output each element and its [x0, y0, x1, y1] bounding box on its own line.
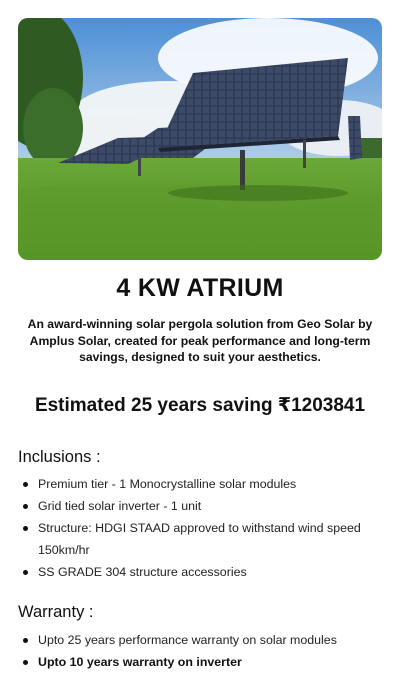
warranty-heading: Warranty : [18, 603, 94, 621]
solar-panel-photo-icon [18, 18, 382, 260]
inclusions-heading: Inclusions : [18, 448, 101, 466]
estimated-saving: Estimated 25 years saving ₹1203841 [34, 395, 366, 416]
inclusions-list [18, 473, 386, 583]
list-item: Premium tier - 1 Monocrystalline solar modules [18, 473, 386, 495]
warranty-list [18, 629, 386, 673]
list-item: SS GRADE 304 structure accessories [18, 561, 386, 583]
product-title: 4 KW ATRIUM [116, 274, 284, 302]
list-item: Structure: HDGI STAAD approved to withstand wind speed 150km/hr [18, 517, 386, 561]
list-item: Upto 10 years warranty on inverter [18, 651, 386, 673]
list-item: Grid tied solar inverter - 1 unit [18, 495, 386, 517]
list-item: Upto 25 years performance warranty on solar modules [18, 629, 386, 651]
product-description: An award-winning solar pergola solution from Geo Solar by Amplus Solar, created for peak performance and long-term savings, designed to suit your aesthetics. [27, 317, 373, 364]
solar-panel-image [18, 18, 382, 260]
